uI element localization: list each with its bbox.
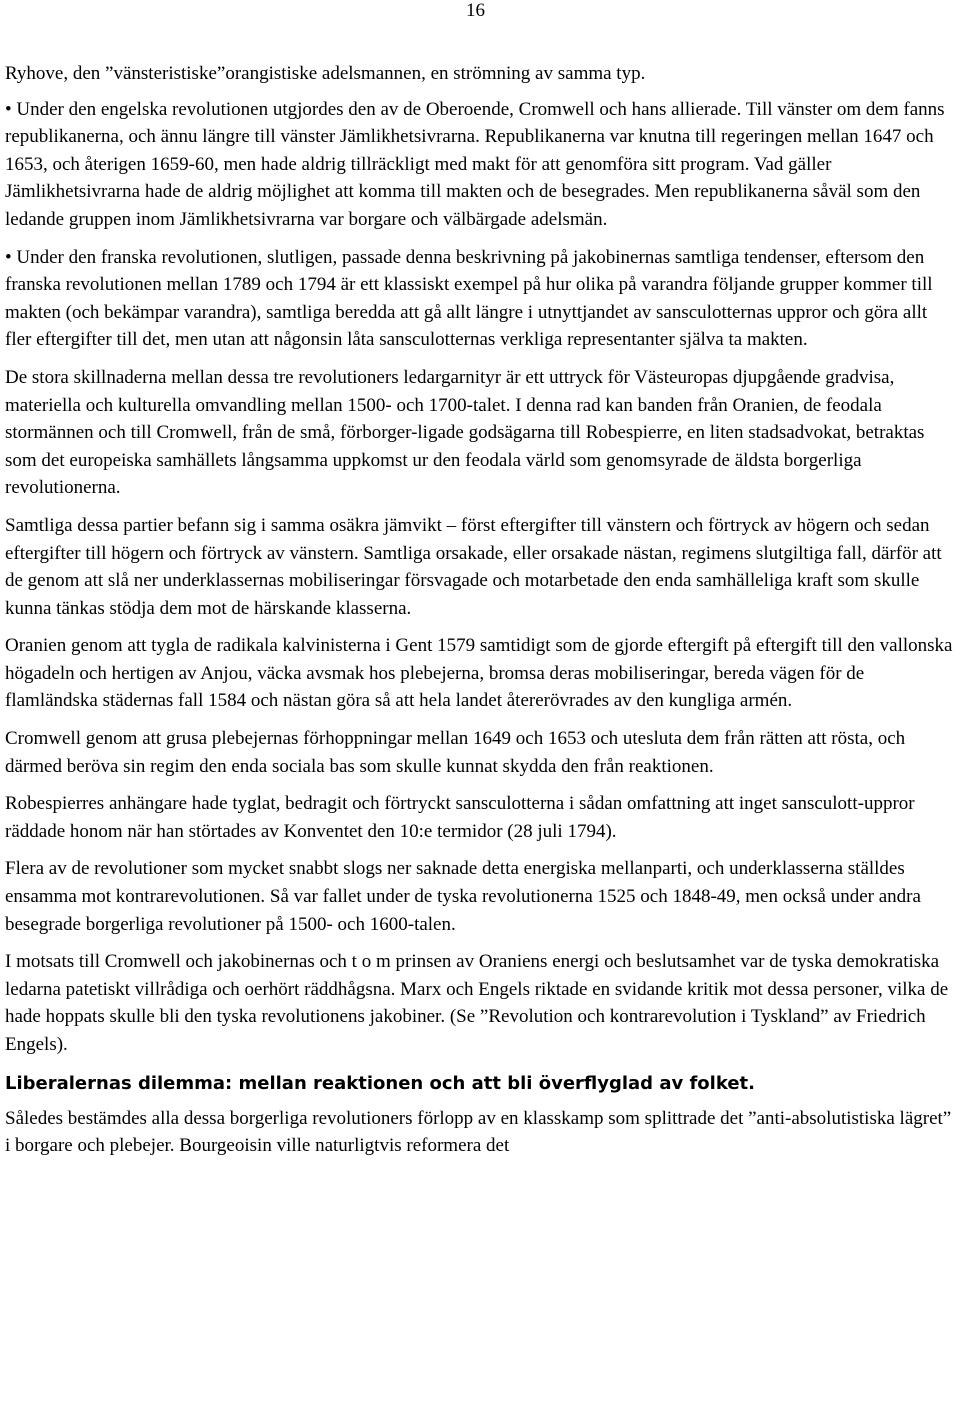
bullet-paragraph-french-revolution: • Under den franska revolutionen, slutligen, passade denna beskrivning på jakobinernas samtliga tendenser, eftersom den franska revolutionen mellan 1789 och 1794 är ett klassiskt exempel på hur olika på varandra följande grupper kommer till makten (och bekämpar varandra), samtliga beredda att gå allt längre i utnyttjandet av sansculotternas uppror och göra allt fler eftergifter till det, men utan att någonsin låta sansculotternas verkliga representanter själva ta makten. <box>5 246 933 351</box>
paragraph: I motsats till Cromwell och jakobinernas och t o m prinsen av Oraniens energi och beslutsamhet var de tyska demokratiska ledarna patetiskt villrådiga och oerhört räddhågsna. Marx och Engels riktade en svidande kritik mot dessa personer, vilka de hade hoppats skulle bli den tyska revolutionens jakobiner. (Se ”Revolution och kontrarevolution i Tyskland” av Friedrich Engels). <box>5 951 949 1055</box>
paragraph: Robespierres anhängare hade tyglat, bedragit och förtryckt sansculotterna i sådan omfattning att inget sansculott-uppror räddade honom när han störtades av Konventet den 10:e termidor (28 juli 1794). <box>5 793 915 842</box>
paragraph: Flera av de revolutioner som mycket snabbt slogs ner saknade detta energiska mellanparti, och underklasserna ställdes ensamma mot kontrarevolutionen. Så var fallet under de tyska revolutionerna 1525 och 1848-49, men också under andra besegrade borgerliga revolutioner på 1500- och 1600-talen. <box>5 858 921 935</box>
section-heading: Liberalernas dilemma: mellan reaktionen och att bli överflyglad av folket. <box>5 1072 755 1094</box>
bullet-paragraph-english-revolution: • Under den engelska revolutionen utgjordes den av de Oberoende, Cromwell och hans allierade. Till vänster om dem fanns republikanerna, och ännu längre till vänster Jämlikhetsivrarna. Republikanerna var knutna till regeringen mellan 1647 och 1653, och återigen 1659-60, men hade aldrig tillräckligt med makt för att genomföra sitt program. Vad gäller Jämlikhetsivrarna hade de aldrig möjlighet att komma till makten och de besegrades. Men republikanerna såväl som den ledande gruppen inom Jämlikhetsivrarna var borgare och välbärgade adelsmän. <box>5 98 945 230</box>
final-paragraph: Således bestämdes alla dessa borgerliga revolutioners förlopp av en klasskamp som splittrade det ”anti-absolutistiska lägret” i borgare och plebejer. Bourgeoisin ville naturligtvis reformera det <box>5 1107 952 1157</box>
paragraph: Ryhove, den ”vänsteristiske”orangistiske adelsmannen, en strömning av samma typ. <box>5 63 646 84</box>
paragraph: De stora skillnaderna mellan dessa tre revolutioners ledargarnityr är ett uttryck för Västeuropas djupgående gradvisa, materiella och kulturella omvandling mellan 1500- och 1700-talet. I denna rad kan banden från Oranien, de feodala stormännen och till Cromwell, från de små, förborger-ligade godsägarna till Robespierre, en liten stadsadvokat, betraktas som det europeiska samhällets långsamma uppkomst ur den feodala värld som genomsyrade de äldsta borgerliga revolutionerna. <box>5 366 925 499</box>
page-number: 16 <box>466 0 485 21</box>
paragraph: Samtliga dessa partier befann sig i samma osäkra jämvikt – först eftergifter till vänstern och förtryck av högern och sedan eftergifter till högern och förtryck av vänstern. Samtliga orsakade, eller orsakade nästan, regimens slutgiltiga fall, därför att de genom att slå ner underklassernas mobiliseringar försvagade och motarbetade den enda samhälleliga kraft som skulle kunna tänkas stödja dem mot de härskande klasserna. <box>5 514 942 619</box>
paragraph: Cromwell genom att grusa plebejernas förhoppningar mellan 1649 och 1653 och utesluta dem från rätten att rösta, och därmed beröva sin regim den enda sociala bas som skulle kunnat skydda den från reaktionen. <box>5 728 906 777</box>
paragraph: Oranien genom att tygla de radikala kalvinisterna i Gent 1579 samtidigt som de gjorde eftergift på eftergift till den vallonska högadeln och hertigen av Anjou, väcka avsmak hos plebejerna, bromsa deras mobiliseringar, bereda vägen för de flamländska städernas fall 1584 och nästan göra så att hela landet återerövrades av den kungliga armén. <box>5 635 953 712</box>
document-body <box>5 60 954 1170</box>
